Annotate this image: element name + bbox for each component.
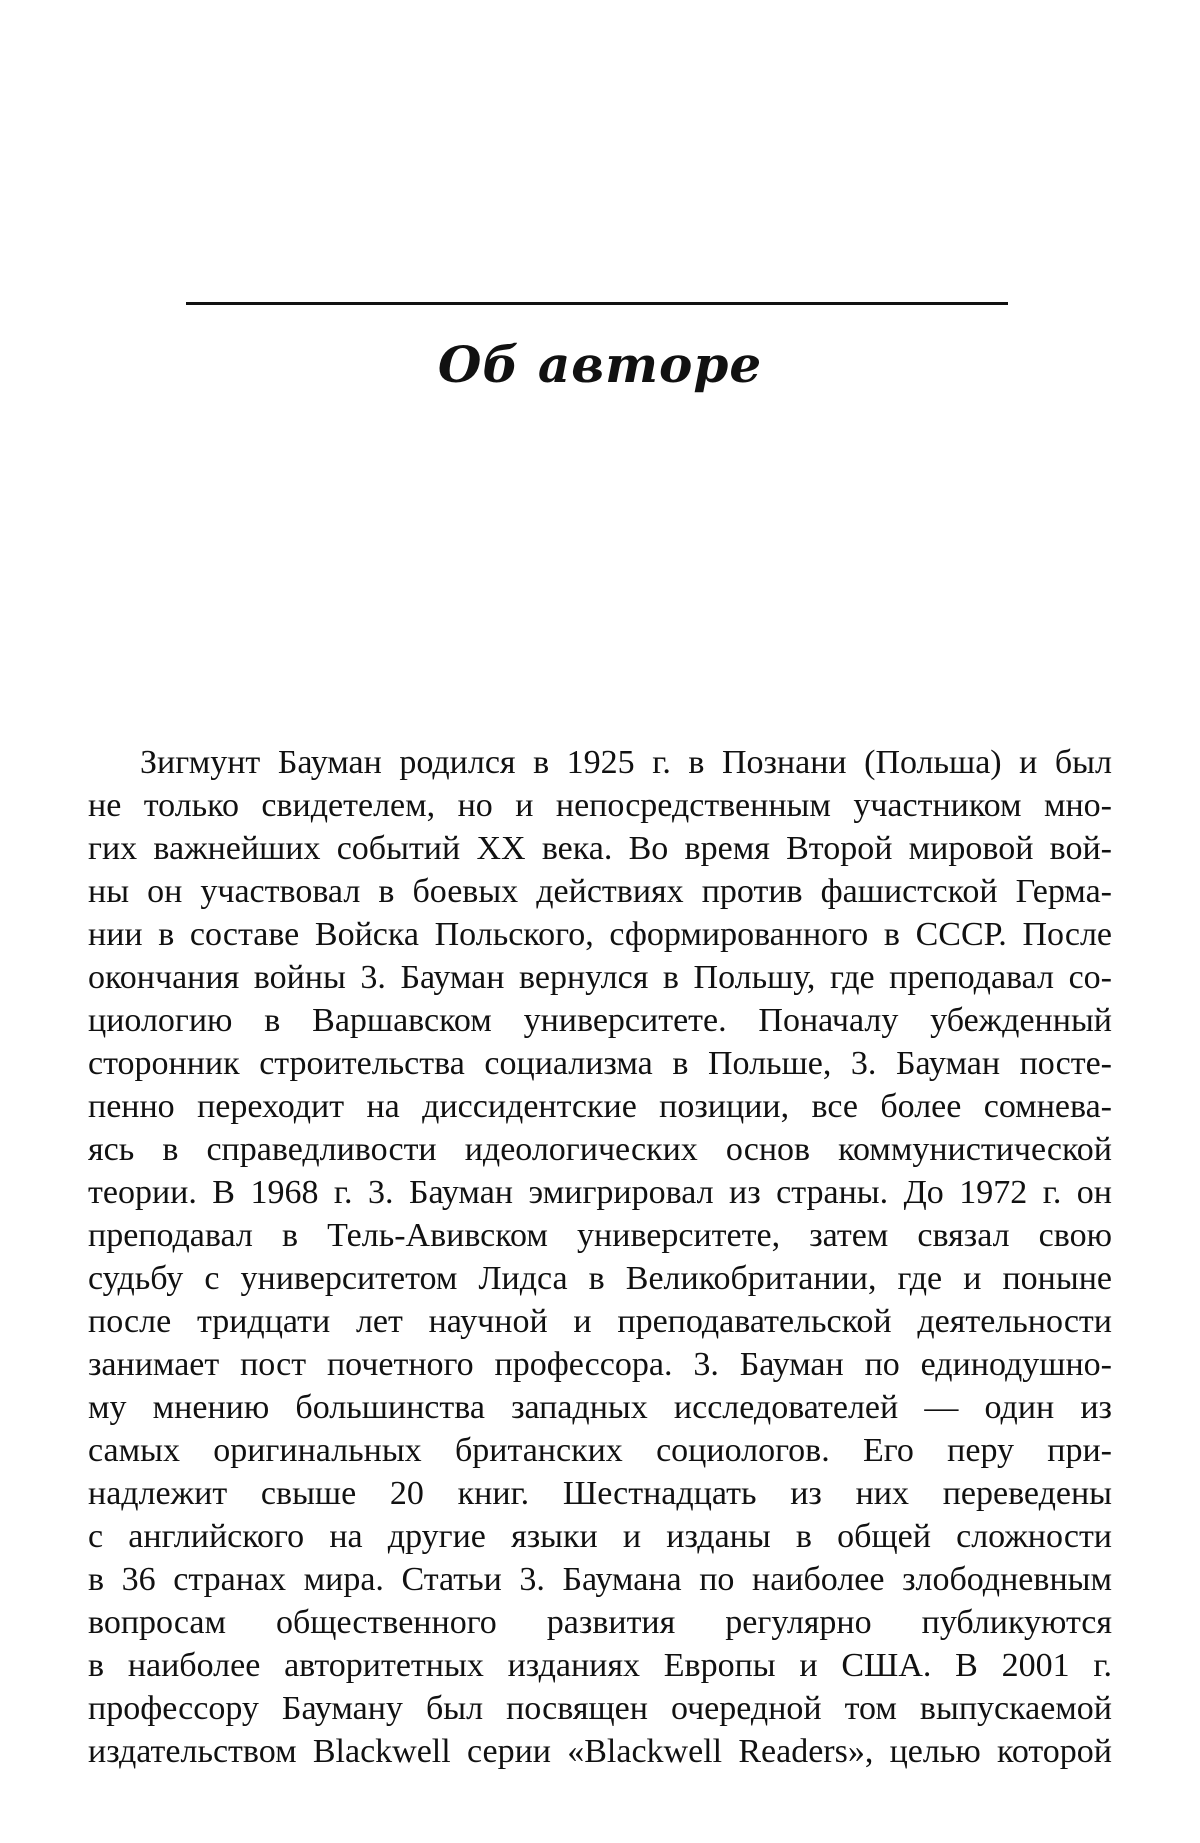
- text-line: преподавал в Тель-Авивском университете, затем связал свою: [88, 1217, 1112, 1254]
- text-line: окончания войны 3. Бауман вернулся в Польшу, где преподавал со-: [88, 959, 1112, 996]
- text-line: профессору Бауману был посвящен очередной том выпускаемой: [88, 1690, 1112, 1727]
- text-line: сторонник строительства социализма в Польше, 3. Бауман посте-: [88, 1045, 1112, 1082]
- text-line: ясь в справедливости идеологических основ коммунистической: [88, 1131, 1112, 1168]
- text-line: гих важнейших событий XX века. Во время Второй мировой вой-: [88, 830, 1112, 867]
- text-line: Зигмунт Бауман родился в 1925 г. в Познани (Польша) и был: [140, 744, 1112, 781]
- text-line: издательством Blackwell серии «Blackwell Readers», целью которой: [88, 1733, 1112, 1770]
- text-line: судьбу с университетом Лидса в Великобритании, где и поныне: [88, 1260, 1112, 1297]
- text-line: занимает пост почетного профессора. 3. Бауман по единодушно-: [88, 1346, 1112, 1383]
- text-line: с английского на другие языки и изданы в общей сложности: [88, 1518, 1112, 1555]
- text-line: теории. В 1968 г. 3. Бауман эмигрировал из страны. До 1972 г. он: [88, 1174, 1112, 1211]
- page-title: Об авторе: [437, 335, 763, 394]
- text-line: пенно переходит на диссидентские позиции, все более сомнева-: [88, 1088, 1112, 1125]
- text-line: му мнению большинства западных исследователей — один из: [88, 1389, 1112, 1426]
- author-paragraph: [88, 741, 1112, 1773]
- text-line: надлежит свыше 20 книг. Шестнадцать из них переведены: [88, 1475, 1112, 1512]
- text-line: нии в составе Войска Польского, сформированного в СССР. После: [88, 916, 1112, 953]
- text-line: в наиболее авторитетных изданиях Европы и США. В 2001 г.: [88, 1647, 1112, 1684]
- text-line: самых оригинальных британских социологов. Его перу при-: [88, 1432, 1112, 1469]
- text-line: ны он участвовал в боевых действиях против фашистской Герма-: [88, 873, 1112, 910]
- text-line: вопросам общественного развития регулярно публикуются: [88, 1604, 1112, 1641]
- text-line: не только свидетелем, но и непосредственным участником мно-: [88, 787, 1112, 824]
- text-line: после тридцати лет научной и преподавательской деятельности: [88, 1303, 1112, 1340]
- text-line: в 36 странах мира. Статьи 3. Баумана по наиболее злободневным: [88, 1561, 1112, 1598]
- header-rule: [186, 302, 1008, 305]
- text-line: циологию в Варшавском университете. Поначалу убежденный: [88, 1002, 1112, 1039]
